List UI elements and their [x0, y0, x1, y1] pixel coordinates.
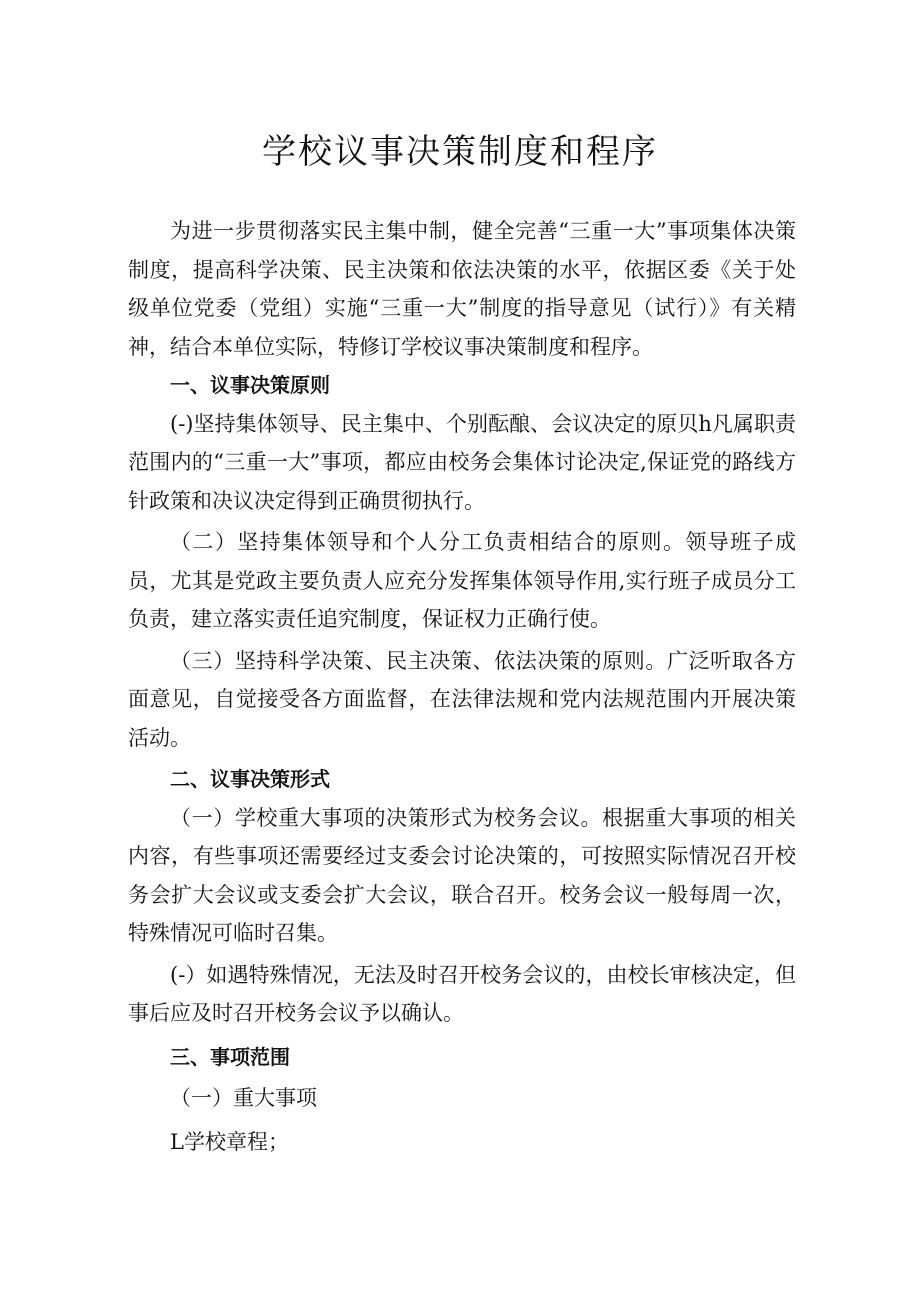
intro-paragraph: 为进一步贯彻落实民主集中制，健全完善“三重一大”事项集体决策制度，提高科学决策、民主决策和依法决策的水平，依据区委《关于处级单位党委（党组）实施“三重一大”制度的指导意见（试行）》有关精神，结合本单位实际，特修订学校议事决策制度和程序。 — [128, 219, 796, 359]
section-2 — [128, 760, 796, 1033]
section-1 — [128, 366, 796, 757]
section-heading: 二、议事决策形式 — [170, 767, 330, 791]
section-heading: 三、事项范围 — [170, 1044, 290, 1069]
page-title: 学校议事决策制度和程序 — [262, 132, 658, 172]
document-body — [128, 212, 796, 1161]
paragraph: (-)坚持集体领导、民主集中、个别酝酿、会议决定的原贝h凡属职责范围内的“三重一大”事项，都应由校务会集体讨论决定,保证党的路线方针政策和决议决定得到正确贯彻执行。 — [128, 411, 796, 513]
paragraph: （三）坚持科学决策、民主决策、依法决策的原则。广泛听取各方面意见，自觉接受各方面监督，在法律法规和党内法规范围内开展决策活动。 — [128, 648, 796, 750]
paragraph: （一）重大事项 — [170, 1086, 317, 1110]
section-heading: 一、议事决策原则 — [170, 373, 330, 397]
section-3 — [128, 1038, 796, 1162]
paragraph: （二）坚持集体领导和个人分工负责相结合的原则。领导班子成员，尤其是党政主要负责人应充分发挥集体领导作用,实行班子成员分工负责，建立落实责任追究制度，保证权力正确行使。 — [128, 530, 796, 631]
list-item: L学校章程； — [170, 1129, 289, 1154]
paragraph: (-）如遇特殊情况，无法及时召开校务会议的，由校长审核决定，但事后应及时召开校务会议予以确认。 — [128, 962, 796, 1025]
paragraph: （一）学校重大事项的决策形式为校务会议。根据重大事项的相关内容，有些事项还需要经过支委会讨论决策的，可按照实际情况召开校务会扩大会议或支委会扩大会议，联合召开。校务会议一般每周一次，特殊情况可临时召集。 — [128, 805, 796, 945]
